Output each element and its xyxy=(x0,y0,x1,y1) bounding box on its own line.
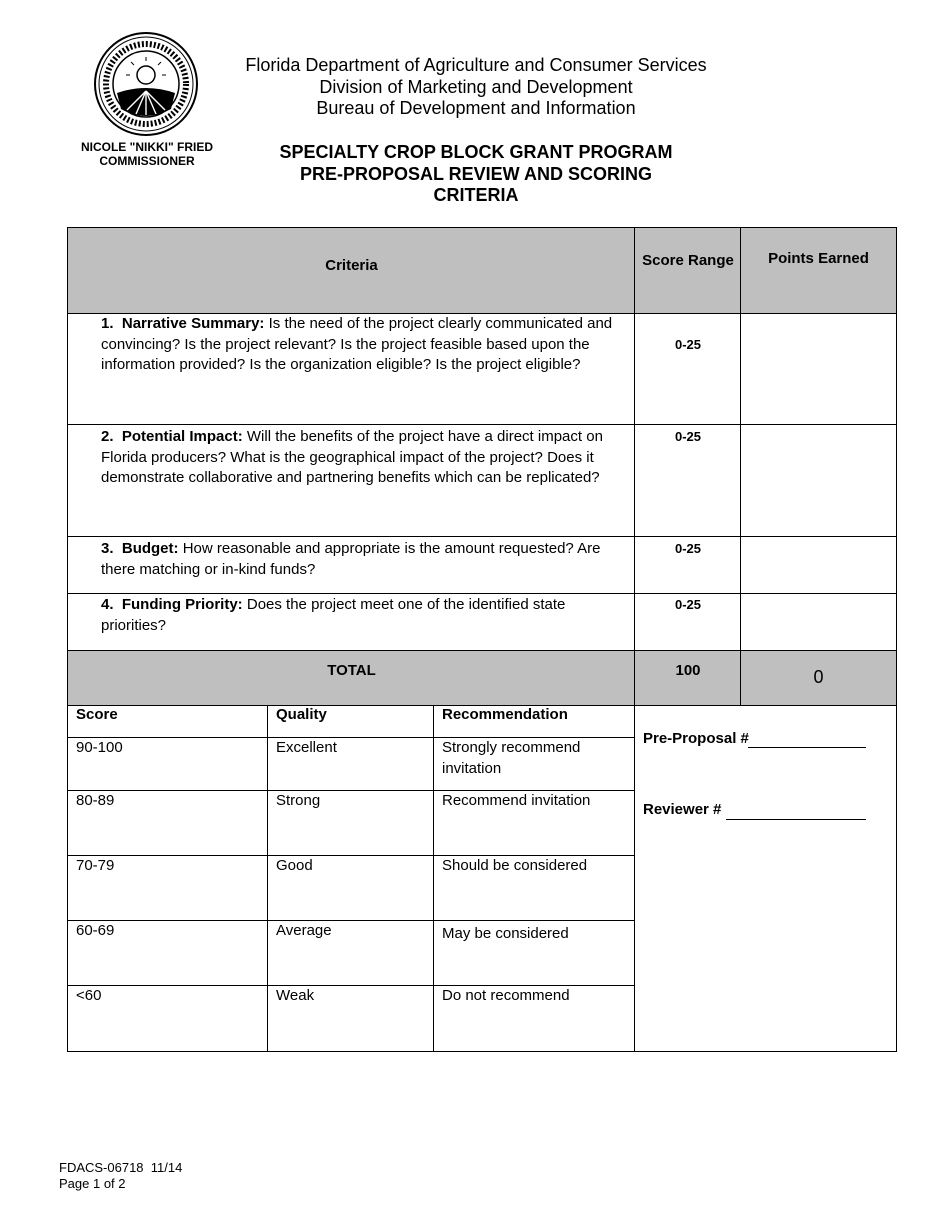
divider xyxy=(68,790,635,791)
total-label: TOTAL xyxy=(327,662,376,679)
agency-line-3: Bureau of Development and Information xyxy=(316,98,636,118)
criteria-column-header: Criteria xyxy=(325,257,378,274)
reviewer-input[interactable] xyxy=(726,799,866,818)
divider xyxy=(68,737,635,738)
commissioner-block xyxy=(62,140,232,168)
rubric-row-1-score: 90-100 xyxy=(76,739,123,756)
divider xyxy=(68,855,635,856)
divider xyxy=(68,536,896,537)
pre-proposal-label: Pre-Proposal # xyxy=(643,730,749,747)
footer xyxy=(59,1160,182,1192)
criterion-3-title: Budget: xyxy=(121,540,179,557)
divider xyxy=(267,705,268,1051)
rubric-row-1-recommendation: Strongly recommend invitation xyxy=(442,739,581,777)
program-line-1: SPECIALTY CROP BLOCK GRANT PROGRAM xyxy=(279,142,673,162)
divider xyxy=(68,650,896,651)
criterion-1-number: 1. xyxy=(101,315,114,332)
criterion-4-title: Funding Priority: xyxy=(121,596,243,613)
divider xyxy=(740,228,741,705)
divider xyxy=(68,920,635,921)
department-seal xyxy=(93,31,199,137)
divider xyxy=(68,985,635,986)
scoring-table xyxy=(67,227,897,1052)
pre-proposal-input[interactable] xyxy=(748,728,866,747)
criterion-3-range: 0-25 xyxy=(674,541,702,556)
points-earned-column-header: Points Earned xyxy=(768,250,869,267)
criterion-4-text: Does the project meet one of the identified state priorities? xyxy=(101,596,566,634)
rubric-score-header: Score xyxy=(76,706,118,723)
criterion-1-points-field[interactable] xyxy=(742,314,895,424)
criterion-2-text: Will the benefits of the project have a direct impact on Florida producers? What is the geographical impact of the project? Does it demonstrate collaborative and partnering benefits which can be replicated? xyxy=(101,428,603,486)
criterion-3-number: 3. xyxy=(101,540,114,557)
divider xyxy=(634,228,635,1051)
reviewer-underline xyxy=(726,819,866,820)
page-number: Page 1 of 2 xyxy=(59,1176,126,1191)
rubric-row-3-quality: Good xyxy=(276,857,313,874)
program-title xyxy=(226,142,726,207)
score-range-column-header: Score Range xyxy=(642,252,734,269)
rubric-row-5-recommendation: Do not recommend xyxy=(442,987,570,1004)
agency-line-1: Florida Department of Agriculture and Consumer Services xyxy=(245,55,707,75)
criterion-1-text: Is the need of the project clearly communicated and convincing? Is the project relevant? Is the project feasible based upon the information provided? Is the organization eligible? Is the project eligible? xyxy=(101,315,613,373)
criterion-2-range: 0-25 xyxy=(674,429,702,444)
criterion-2-title: Potential Impact: xyxy=(121,428,243,445)
criterion-4 xyxy=(101,595,571,636)
rubric-row-3-score: 70-79 xyxy=(76,857,115,874)
rubric-row-1-quality: Excellent xyxy=(276,739,337,756)
criterion-4-number: 4. xyxy=(101,596,114,613)
divider xyxy=(433,705,434,1051)
total-points[interactable]: 0 xyxy=(813,667,824,687)
total-range: 100 xyxy=(675,662,701,679)
commissioner-title: COMMISSIONER xyxy=(99,154,195,168)
criterion-3-text: How reasonable and appropriate is the amount requested? Are there matching or in-kind funds? xyxy=(101,540,601,578)
rubric-row-2-recommendation: Recommend invitation xyxy=(442,792,591,809)
divider xyxy=(68,424,896,425)
divider xyxy=(68,313,896,314)
criterion-1-range: 0-25 xyxy=(674,337,702,352)
rubric-row-4-recommendation: May be considered xyxy=(442,925,569,942)
criterion-4-points-field[interactable] xyxy=(742,595,895,650)
rubric-row-2-score: 80-89 xyxy=(76,792,115,809)
commissioner-name: NICOLE "NIKKI" FRIED xyxy=(80,140,214,154)
criterion-2-number: 2. xyxy=(101,428,114,445)
rubric-row-5-score: <60 xyxy=(76,987,102,1004)
form-id: FDACS-06718 11/14 xyxy=(59,1160,183,1175)
criterion-1-title: Narrative Summary: xyxy=(121,315,265,332)
divider xyxy=(68,705,896,706)
criterion-1 xyxy=(101,314,626,376)
rubric-row-2-quality: Strong xyxy=(276,792,321,809)
program-line-2: PRE-PROPOSAL REVIEW AND SCORING xyxy=(299,163,653,184)
criterion-2-points-field[interactable] xyxy=(742,426,895,536)
rubric-quality-header: Quality xyxy=(276,706,327,723)
criterion-2 xyxy=(101,427,626,489)
reviewer-label: Reviewer # xyxy=(643,801,722,818)
agency-heading xyxy=(226,55,726,120)
rubric-row-4-quality: Average xyxy=(276,922,332,939)
criterion-3-points-field[interactable] xyxy=(742,538,895,593)
rubric-recommendation-header: Recommendation xyxy=(442,706,568,723)
divider xyxy=(68,593,896,594)
rubric-row-4-score: 60-69 xyxy=(76,922,115,939)
criterion-3 xyxy=(101,539,626,580)
rubric-row-3-recommendation: Should be considered xyxy=(442,857,588,874)
agency-line-2: Division of Marketing and Development xyxy=(319,76,633,97)
rubric-row-5-quality: Weak xyxy=(276,987,315,1004)
pre-proposal-underline xyxy=(748,747,866,748)
criterion-4-range: 0-25 xyxy=(674,597,702,612)
program-line-3: CRITERIA xyxy=(433,185,519,205)
